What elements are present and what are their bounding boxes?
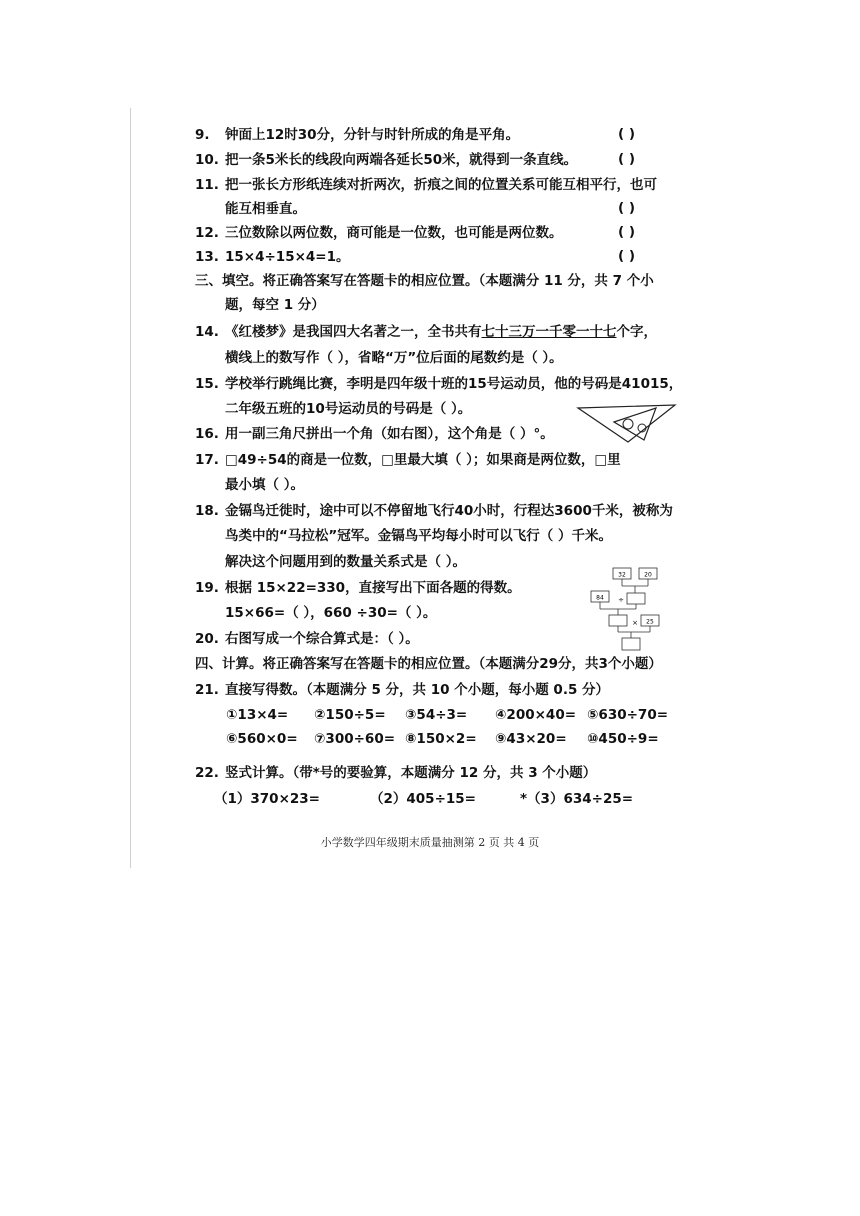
oral-calc-item: ①13×4= [226,707,289,723]
question-21 [195,681,610,699]
diagram-operator: × [632,619,638,627]
question-14 [195,323,657,341]
oral-calc-item: ⑨43×20= [495,731,567,747]
question-text: 把一张长方形纸连续对折两次，折痕之间的位置关系可能互相平行，也可 [225,177,657,193]
question-text: 竖式计算。（带*号的要验算，本题满分 12 分，共 3 个小题） [225,765,597,781]
question-20 [195,630,419,648]
oral-calc-item: ⑩450÷9= [587,731,659,747]
question-text-continued: 15×66=（ ），660 ÷30=（ ）。 [225,605,437,621]
question-text-continued: 二年级五班的10号运动员的号码是（ ）。 [225,401,472,417]
oral-calc-item: ⑧150×2= [405,731,477,747]
calculation-flow-diagram [585,564,665,654]
question-text-continued: 鸟类中的“马拉松”冠军。金镉鸟平均每小时可以飞行（ ）千米。 [225,528,612,544]
question-9 [195,126,520,144]
oral-calc-item: ③54÷3= [405,707,468,723]
question-number: 14. [195,324,219,340]
section-3-title: 三、填空。将正确答案写在答题卡的相应位置。（本题满分 11 分，共 7 个小 [195,273,654,289]
page-left-border [130,108,131,868]
question-text-continued: 解决这个问题用到的数量关系式是（ ）。 [225,554,466,570]
question-number: 15. [195,376,219,392]
question-text: 个字， [616,324,657,340]
question-15 [195,375,683,393]
answer-paren: ( ) [618,200,636,216]
diagram-number: 32 [618,571,626,579]
question-16 [195,425,554,443]
question-text: 用一副三角尺拼出一个角（如右图），这个角是（ ）°。 [225,426,554,442]
question-text: □49÷54的商是一位数，□里最大填（ ）；如果商是两位数，□里 [225,452,621,468]
question-19 [195,579,521,597]
question-number: 12. [195,225,219,241]
question-13 [195,248,350,266]
question-text: 根据 15×22=330，直接写出下面各题的得数。 [225,580,521,596]
underlined-number: 七十三万一千零一十七 [481,324,617,340]
diagram-operator: ÷ [618,596,624,604]
answer-paren: ( ) [618,224,636,240]
question-number: 13. [195,249,219,265]
answer-paren: ( ) [618,126,636,142]
question-text: 右图写成一个综合算式是：（ ）。 [225,631,419,647]
question-text: 把一条5米长的线段向两端各延长50米，就得到一条直线。 [225,152,578,168]
section-3-title-continued: 题，每空 1 分） [225,297,325,313]
question-number: 18. [195,503,219,519]
question-text: 三位数除以两位数，商可能是一位数，也可能是两位数。 [225,225,563,241]
question-number: 21. [195,682,219,698]
page-footer: 小学数学四年级期末质量抽测第 2 页 共 4 页 [320,836,540,849]
question-text: 钟面上12时30分，分针与时针所成的角是平角。 [225,127,520,143]
question-number: 9. [195,127,210,143]
oral-calc-item: ④200×40= [495,707,577,723]
vertical-calc-item: （2）405÷15= [370,791,476,807]
question-10 [195,151,578,169]
oral-calc-item: ⑥560×0= [226,731,298,747]
answer-paren: ( ) [618,151,636,167]
oral-calc-item: ②150÷5= [314,707,386,723]
section-4-title: 四、计算。将正确答案写在答题卡的相应位置。（本题满分29分，共3个小题） [195,656,662,672]
question-text: 学校举行跳绳比赛，李明是四年级十班的15号运动员，他的号码是41015， [225,376,683,392]
question-text-continued: 最小填（ ）。 [225,477,304,493]
question-text-continued: 横线上的数写作（ ），省略“万”位后面的尾数约是（ ）。 [225,350,563,366]
oral-calc-item: ⑦300÷60= [314,731,396,747]
question-11 [195,176,657,194]
question-12 [195,224,563,242]
question-text-continued: 能互相垂直。 [225,201,306,217]
question-number: 16. [195,426,219,442]
question-text: 金镉鸟迁徙时，途中可以不停留地飞行40小时，行程达3600千米，被称为 [225,503,673,519]
oral-calc-item: ⑤630÷70= [587,707,669,723]
question-number: 17. [195,452,219,468]
question-number: 22. [195,765,219,781]
question-number: 19. [195,580,219,596]
question-number: 11. [195,177,219,193]
vertical-calc-item: *（3）634÷25= [520,791,634,807]
diagram-number: 25 [646,618,654,626]
question-number: 10. [195,152,219,168]
question-number: 20. [195,631,219,647]
set-square-figure [574,400,678,446]
question-text: 15×4÷15×4=1。 [225,249,350,265]
question-text: 直接写得数。（本题满分 5 分，共 10 个小题，每小题 0.5 分） [225,682,610,698]
vertical-calc-item: （1）370×23= [214,791,320,807]
question-22 [195,764,597,782]
diagram-number: 20 [644,571,652,579]
diagram-number: 84 [596,594,604,602]
question-text: 《红楼梦》是我国四大名著之一，全书共有 [225,324,482,340]
question-17 [195,451,621,469]
question-18 [195,502,673,520]
answer-paren: ( ) [618,248,636,264]
